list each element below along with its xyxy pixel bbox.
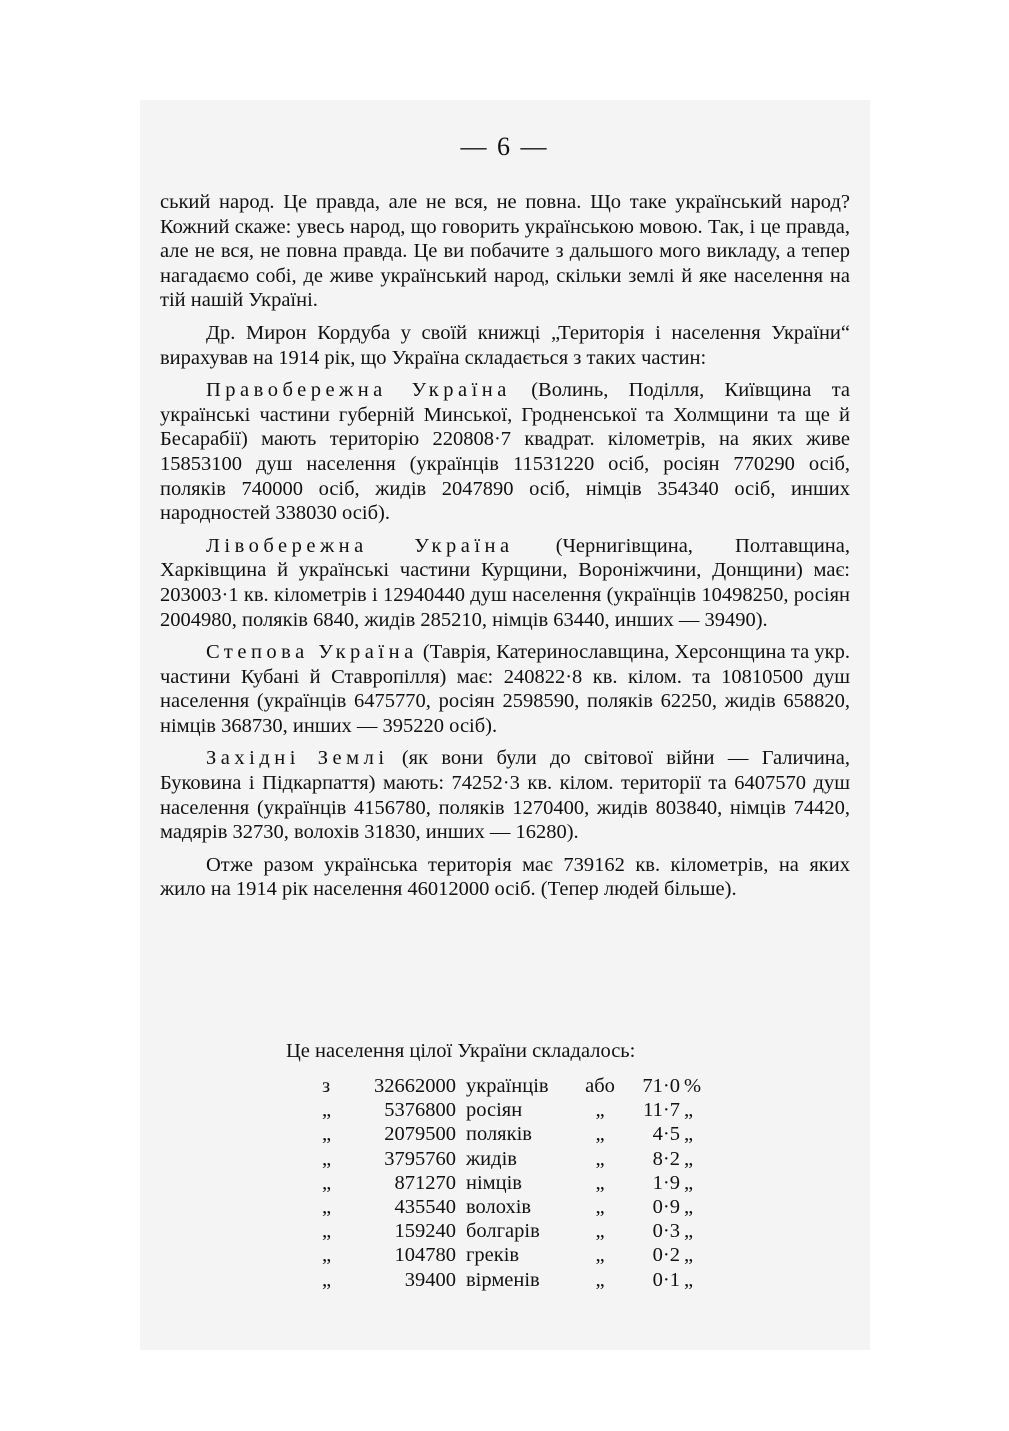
region-text: (Волинь, Поділля, Київщина та українські частини губерній Минської, Гродненської та Холмщини та ще й Бесарабії) мають територію 220808·7 квадрат. кілометрів, на яких живе 15853100 душ населення (українців 11531220 осіб, росіян 770290 осіб, поляків 740000 осіб, жидів 2047890 осіб, німців 354340 осіб, инших народностей 338030 осіб). (160, 379, 850, 525)
row-prefix: з (322, 1075, 331, 1097)
nationality-name: жидів (466, 1147, 517, 1170)
percentage-value: 8·2 (652, 1147, 680, 1170)
paragraph-source: Др. Мирон Кордуба у своїй книжці „Територія і населення України“ вирахував на 1914 рік, що Україна складається з таких частин: (160, 321, 850, 369)
row-prefix: „ (322, 1147, 332, 1170)
nationality-name: поляків (466, 1123, 532, 1146)
nationality-name: болгарів (466, 1220, 540, 1243)
population-count: 5376800 (384, 1099, 456, 1122)
paragraph-right-bank (160, 378, 850, 526)
row-prefix: „ (322, 1244, 332, 1267)
population-count: 104780 (394, 1244, 456, 1267)
percentage-value: 0·1 (652, 1268, 680, 1291)
row-suffix: „ (684, 1147, 694, 1170)
table-row (322, 1171, 714, 1195)
row-connector: „ (595, 1171, 605, 1194)
table-row (322, 1195, 714, 1219)
region-text: (Чернигівщина, Полтавщина, Харківщина й українські частини Курщини, Вороніжчини, Донщини) має: 203003·1 кв. кілометрів і 12940440 душ населення (українців 10498250, росіян 2004980, поляків 6840, жидів 285210, німців 63440, инших — 39490). (160, 534, 850, 631)
population-count: 435540 (394, 1196, 456, 1219)
nationality-name: німців (466, 1171, 522, 1194)
population-count: 2079500 (384, 1123, 456, 1146)
percentage-value: 0·2 (652, 1244, 680, 1267)
percentage-value: 71·0 (642, 1075, 680, 1097)
row-prefix: „ (322, 1171, 332, 1194)
row-suffix: % (684, 1075, 702, 1097)
region-name: Степова Україна (206, 641, 418, 664)
paragraph-left-bank (160, 534, 850, 632)
table-row (322, 1268, 714, 1292)
row-suffix: „ (684, 1099, 694, 1122)
row-connector: „ (595, 1244, 605, 1267)
table-row (322, 1147, 714, 1171)
percentage-value: 0·9 (652, 1196, 680, 1219)
row-prefix: „ (322, 1220, 332, 1243)
nationality-name: вірменів (466, 1268, 540, 1291)
region-text: (Таврія, Катеринославщина, Херсонщина та укр. частини Кубані й Ставропілля) має: 240822·8 кв. кілом. та 10810500 душ населення (українців 6475770, росіян 2598590, поляків 62250, жидів 658820, німців 368730, инших — 395220 осіб). (160, 641, 850, 737)
population-count: 39400 (404, 1268, 456, 1291)
percentage-value: 0·3 (652, 1220, 680, 1243)
percentage-value: 4·5 (652, 1123, 680, 1146)
row-suffix: „ (684, 1244, 694, 1267)
row-prefix: „ (322, 1099, 332, 1122)
region-name: Лівобережна Україна (206, 534, 514, 557)
nationality-name: греків (466, 1244, 520, 1267)
row-connector: „ (595, 1147, 605, 1170)
region-name: Правобережна Україна (206, 379, 511, 402)
paragraph-steppe (160, 640, 850, 738)
population-count: 159240 (394, 1220, 456, 1243)
row-connector: „ (595, 1268, 605, 1291)
table-row (322, 1243, 714, 1267)
nationality-name: волохів (466, 1196, 532, 1219)
row-prefix: „ (322, 1123, 332, 1146)
population-table (322, 1074, 714, 1292)
row-suffix: „ (684, 1196, 694, 1219)
population-count: 3795760 (384, 1147, 456, 1170)
row-suffix: „ (684, 1268, 694, 1291)
row-prefix: „ (322, 1268, 332, 1291)
row-suffix: „ (684, 1123, 694, 1146)
table-row (322, 1122, 714, 1146)
row-connector: „ (595, 1196, 605, 1219)
row-connector: „ (595, 1220, 605, 1243)
paragraph-intro: ський народ. Це правда, але не вся, не повна. Що таке український народ? Кожний скаже: увесь народ, що говорить українською мовою. Так, і це правда, але не вся, не повна правда. Це ви побачите з дальшого мого викладу, а тепер нагадаємо собі, де живе український народ, скільки землі й яке населення на тій нашій Україні. (160, 191, 850, 312)
row-suffix: „ (684, 1220, 694, 1243)
region-text: (як вони були до світової війни — Галичина, Буковина і Підкарпаття) мають: 74252·3 кв. кілом. території та 6407570 душ населення (українців 4156780, поляків 1270400, жидів 803840, німців 74420, мадярів 32730, волохів 31830, инших — 16280). (160, 747, 850, 844)
paragraph-western-lands (160, 746, 850, 844)
row-suffix: „ (684, 1171, 694, 1194)
body-text (160, 190, 850, 910)
percentage-value: 11·7 (643, 1099, 680, 1122)
table-caption: Це населення цілої України складалось: (286, 1040, 636, 1062)
region-name: Західні Землі (206, 747, 389, 770)
paragraph-summary: Отже разом українська територія має 739162 кв. кілометрів, на яких жило на 1914 рік населення 46012000 осіб. (Тепер людей більше). (160, 853, 850, 901)
row-connector: „ (595, 1099, 605, 1122)
table-row (322, 1074, 714, 1098)
nationality-name: українців (466, 1075, 549, 1097)
population-count: 32662000 (374, 1075, 456, 1097)
row-connector: „ (595, 1123, 605, 1146)
row-prefix: „ (322, 1196, 332, 1219)
nationality-name: росіян (466, 1099, 523, 1122)
population-count: 871270 (394, 1171, 456, 1194)
table-row (322, 1098, 714, 1122)
row-connector: або (585, 1075, 615, 1097)
page-number: — 6 — (460, 132, 549, 161)
percentage-value: 1·9 (652, 1171, 680, 1194)
table-row (322, 1219, 714, 1243)
